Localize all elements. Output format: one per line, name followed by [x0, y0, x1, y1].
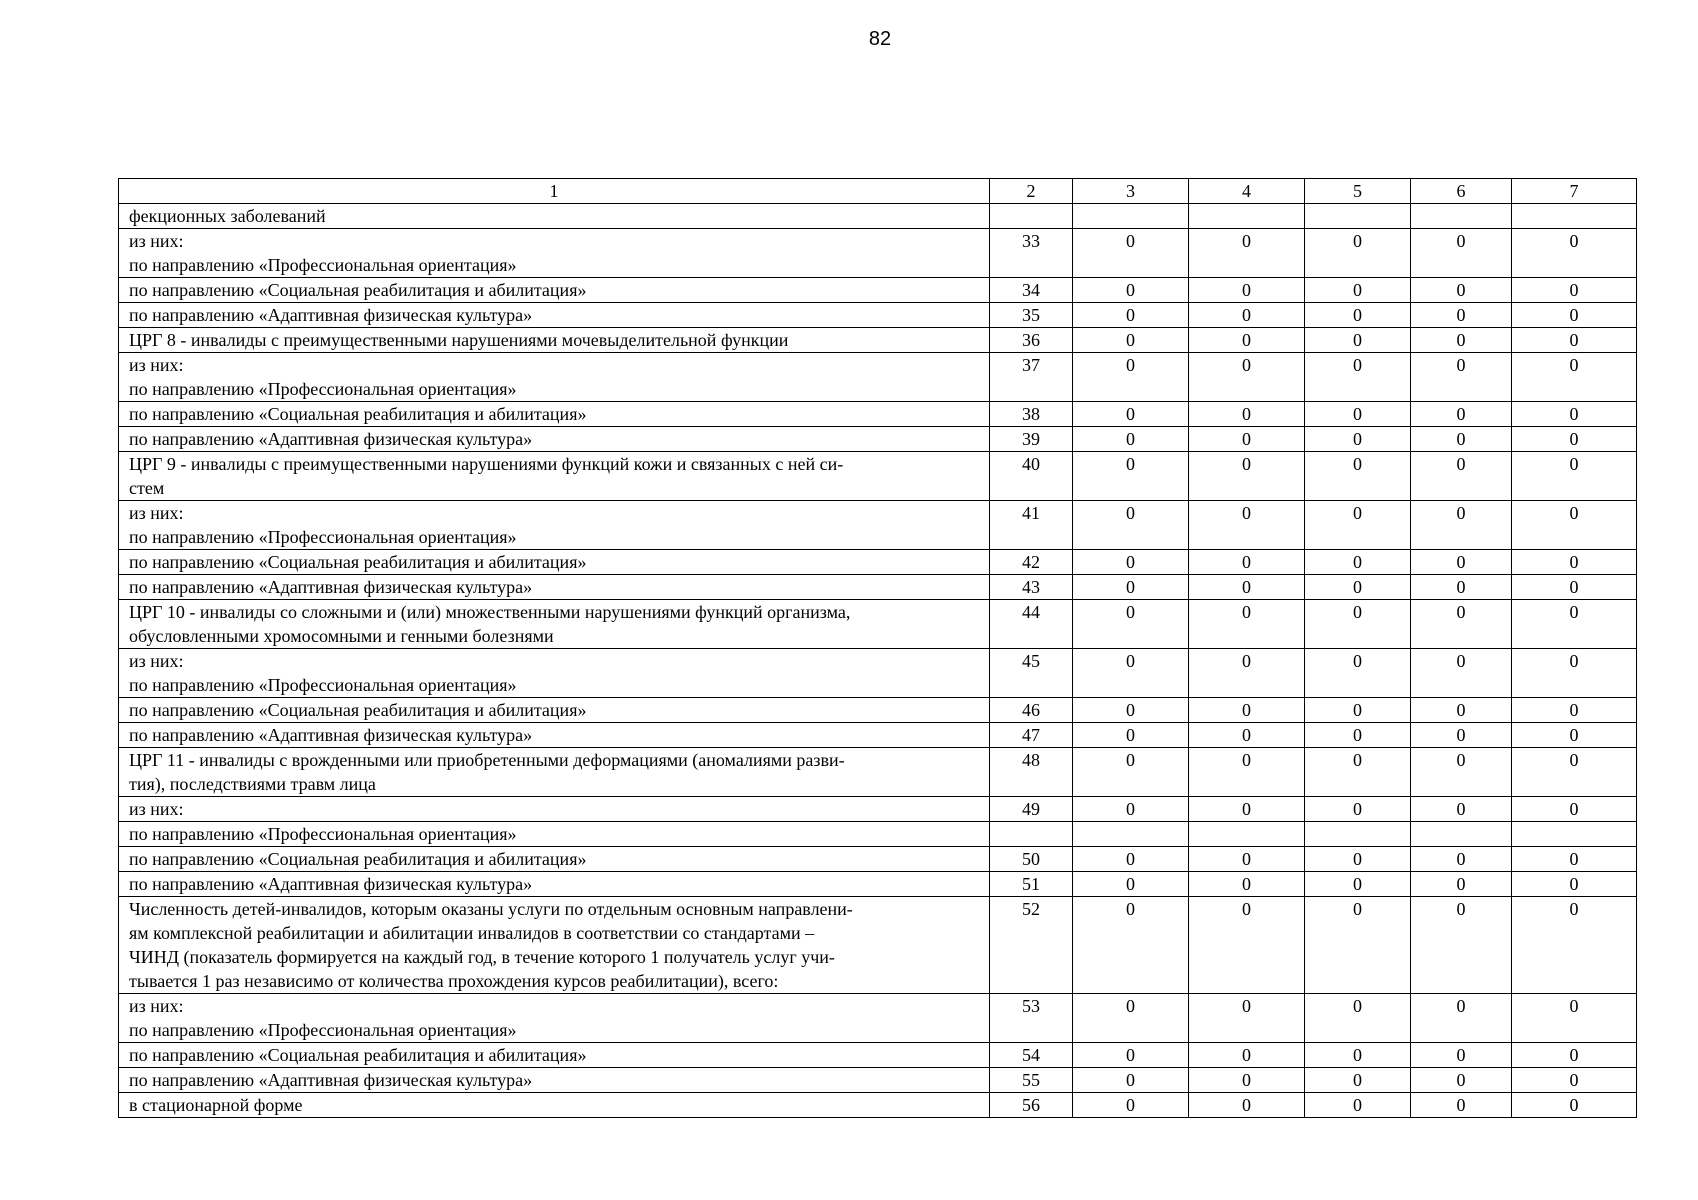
row-code-cell: 49: [990, 797, 1073, 822]
row-code-cell: 50: [990, 847, 1073, 872]
value-cell: 0: [1411, 1068, 1512, 1093]
value-cell: 0: [1512, 847, 1637, 872]
value-cell: 0: [1305, 748, 1411, 797]
value-cell: 0: [1305, 278, 1411, 303]
value-cell: [1189, 204, 1305, 229]
value-cell: 0: [1305, 698, 1411, 723]
row-label: [119, 501, 990, 550]
value-cell: 0: [1305, 847, 1411, 872]
row-label-line: из них:: [129, 503, 184, 523]
value-cell: 0: [1411, 452, 1512, 501]
row-label: [119, 402, 990, 427]
value-cell: 0: [1512, 797, 1637, 822]
column-header: 5: [1305, 179, 1411, 204]
table-row: [119, 550, 1637, 575]
value-cell: 0: [1189, 427, 1305, 452]
value-cell: 0: [1512, 1093, 1637, 1118]
row-label-line: по направлению «Профессиональная ориентация»: [129, 675, 517, 695]
value-cell: 0: [1411, 723, 1512, 748]
value-cell: 0: [1073, 649, 1189, 698]
value-cell: 0: [1411, 328, 1512, 353]
table-row: [119, 847, 1637, 872]
value-cell: 0: [1073, 229, 1189, 278]
row-code-cell: 52: [990, 897, 1073, 994]
row-label-line: по направлению «Социальная реабилитация и абилитация»: [129, 552, 587, 572]
value-cell: 0: [1073, 427, 1189, 452]
row-code-cell: 43: [990, 575, 1073, 600]
row-label: [119, 847, 990, 872]
row-label-line: по направлению «Адаптивная физическая культура»: [129, 577, 533, 597]
value-cell: 0: [1512, 353, 1637, 402]
value-cell: 0: [1073, 1068, 1189, 1093]
row-code-cell: 39: [990, 427, 1073, 452]
row-label: [119, 1068, 990, 1093]
value-cell: 0: [1411, 994, 1512, 1043]
row-label: [119, 748, 990, 797]
value-cell: 0: [1411, 1093, 1512, 1118]
value-cell: 0: [1411, 600, 1512, 649]
value-cell: 0: [1411, 872, 1512, 897]
row-label: [119, 303, 990, 328]
value-cell: 0: [1073, 452, 1189, 501]
value-cell: 0: [1411, 797, 1512, 822]
value-cell: 0: [1305, 872, 1411, 897]
value-cell: 0: [1512, 872, 1637, 897]
value-cell: 0: [1189, 550, 1305, 575]
row-code-cell: [990, 822, 1073, 847]
value-cell: 0: [1073, 994, 1189, 1043]
row-code-cell: 56: [990, 1093, 1073, 1118]
value-cell: 0: [1073, 698, 1189, 723]
row-label-line: по направлению «Профессиональная ориентация»: [129, 379, 517, 399]
value-cell: [1512, 822, 1637, 847]
table-row: [119, 872, 1637, 897]
table-row: [119, 649, 1637, 698]
row-label-line: стем: [129, 478, 165, 498]
row-code-cell: 47: [990, 723, 1073, 748]
row-code-cell: 46: [990, 698, 1073, 723]
row-label: [119, 328, 990, 353]
value-cell: 0: [1512, 994, 1637, 1043]
value-cell: 0: [1189, 278, 1305, 303]
row-label-line: из них:: [129, 651, 184, 671]
value-cell: 0: [1189, 229, 1305, 278]
value-cell: 0: [1512, 452, 1637, 501]
row-label-line: ЦРГ 10 - инвалиды со сложными и (или) множественными нарушениями функций организма,: [129, 602, 851, 622]
table-row: [119, 897, 1637, 994]
table-row: [119, 1068, 1637, 1093]
row-label: [119, 204, 990, 229]
value-cell: 0: [1512, 229, 1637, 278]
row-label: [119, 1043, 990, 1068]
table-row: [119, 600, 1637, 649]
row-code-cell: 53: [990, 994, 1073, 1043]
value-cell: 0: [1189, 1093, 1305, 1118]
page-number: 82: [868, 28, 892, 50]
row-label-line: по направлению «Профессиональная ориентация»: [129, 1020, 517, 1040]
value-cell: 0: [1189, 723, 1305, 748]
value-cell: 0: [1411, 278, 1512, 303]
value-cell: 0: [1073, 797, 1189, 822]
value-cell: 0: [1189, 328, 1305, 353]
row-label-line: из них:: [129, 231, 184, 251]
row-label: [119, 797, 990, 822]
row-code-cell: 41: [990, 501, 1073, 550]
value-cell: 0: [1305, 1068, 1411, 1093]
value-cell: 0: [1411, 353, 1512, 402]
value-cell: 0: [1073, 1093, 1189, 1118]
value-cell: 0: [1411, 649, 1512, 698]
table-row: [119, 698, 1637, 723]
row-code-cell: 40: [990, 452, 1073, 501]
value-cell: 0: [1411, 427, 1512, 452]
value-cell: 0: [1073, 600, 1189, 649]
value-cell: 0: [1512, 550, 1637, 575]
row-code-cell: 48: [990, 748, 1073, 797]
table-row: [119, 427, 1637, 452]
row-label-line: по направлению «Адаптивная физическая культура»: [129, 305, 533, 325]
value-cell: 0: [1305, 550, 1411, 575]
column-header: 6: [1411, 179, 1512, 204]
value-cell: 0: [1189, 303, 1305, 328]
row-label-line: по направлению «Адаптивная физическая культура»: [129, 874, 533, 894]
value-cell: [1073, 204, 1189, 229]
value-cell: 0: [1073, 723, 1189, 748]
value-cell: 0: [1305, 994, 1411, 1043]
table-body: [119, 179, 1637, 1118]
row-label-line: ЧИНД (показатель формируется на каждый год, в течение которого 1 получатель услуг учи-: [129, 947, 835, 967]
value-cell: 0: [1305, 427, 1411, 452]
value-cell: 0: [1073, 872, 1189, 897]
row-label: [119, 822, 990, 847]
value-cell: 0: [1411, 575, 1512, 600]
row-code-cell: 45: [990, 649, 1073, 698]
value-cell: [1411, 204, 1512, 229]
row-label-line: по направлению «Социальная реабилитация и абилитация»: [129, 404, 587, 424]
value-cell: 0: [1305, 575, 1411, 600]
row-label: [119, 550, 990, 575]
value-cell: 0: [1073, 897, 1189, 994]
row-label-line: из них:: [129, 996, 184, 1016]
row-label: [119, 698, 990, 723]
value-cell: 0: [1512, 723, 1637, 748]
value-cell: 0: [1073, 501, 1189, 550]
table-row: [119, 328, 1637, 353]
value-cell: 0: [1512, 649, 1637, 698]
value-cell: 0: [1189, 600, 1305, 649]
value-cell: 0: [1073, 353, 1189, 402]
value-cell: 0: [1073, 278, 1189, 303]
row-label: [119, 427, 990, 452]
value-cell: 0: [1411, 229, 1512, 278]
value-cell: [1411, 822, 1512, 847]
value-cell: 0: [1305, 452, 1411, 501]
value-cell: 0: [1189, 649, 1305, 698]
row-code-cell: 35: [990, 303, 1073, 328]
value-cell: 0: [1189, 847, 1305, 872]
table-row: [119, 204, 1637, 229]
value-cell: [1305, 822, 1411, 847]
row-code-cell: 55: [990, 1068, 1073, 1093]
row-label-line: по направлению «Профессиональная ориентация»: [129, 824, 517, 844]
table-row: [119, 452, 1637, 501]
column-header: 2: [990, 179, 1073, 204]
row-label-line: по направлению «Адаптивная физическая культура»: [129, 1070, 533, 1090]
row-label-line: по направлению «Профессиональная ориентация»: [129, 527, 517, 547]
row-label: [119, 229, 990, 278]
header-row: [119, 179, 1637, 204]
value-cell: 0: [1512, 501, 1637, 550]
table-row: [119, 822, 1637, 847]
value-cell: 0: [1512, 303, 1637, 328]
table-row: [119, 1093, 1637, 1118]
value-cell: 0: [1411, 1043, 1512, 1068]
table-row: [119, 229, 1637, 278]
row-code-cell: 54: [990, 1043, 1073, 1068]
value-cell: 0: [1305, 353, 1411, 402]
row-label-line: ЦРГ 9 - инвалиды с преимущественными нарушениями функций кожи и связанных с ней си-: [129, 454, 844, 474]
row-code-cell: 51: [990, 872, 1073, 897]
value-cell: [1512, 204, 1637, 229]
value-cell: 0: [1073, 575, 1189, 600]
value-cell: 0: [1411, 698, 1512, 723]
row-code-cell: [990, 204, 1073, 229]
row-label-line: по направлению «Социальная реабилитация и абилитация»: [129, 280, 587, 300]
row-label-line: из них:: [129, 355, 184, 375]
table-row: [119, 303, 1637, 328]
value-cell: 0: [1305, 649, 1411, 698]
value-cell: 0: [1305, 402, 1411, 427]
value-cell: 0: [1305, 600, 1411, 649]
value-cell: 0: [1512, 698, 1637, 723]
table-row: [119, 1043, 1637, 1068]
row-label-line: тия), последствиями травм лица: [129, 774, 376, 794]
value-cell: 0: [1305, 1093, 1411, 1118]
value-cell: 0: [1189, 797, 1305, 822]
value-cell: 0: [1073, 303, 1189, 328]
table-row: [119, 402, 1637, 427]
value-cell: 0: [1512, 1068, 1637, 1093]
row-label: [119, 278, 990, 303]
row-label: [119, 872, 990, 897]
value-cell: 0: [1073, 748, 1189, 797]
value-cell: 0: [1512, 600, 1637, 649]
column-header: 1: [119, 179, 990, 204]
row-label: [119, 353, 990, 402]
table-row: [119, 353, 1637, 402]
value-cell: 0: [1073, 1043, 1189, 1068]
column-header: 3: [1073, 179, 1189, 204]
value-cell: 0: [1411, 847, 1512, 872]
row-label-line: тывается 1 раз независимо от количества прохождения курсов реабилитации), всего:: [129, 971, 779, 991]
value-cell: 0: [1512, 1043, 1637, 1068]
value-cell: 0: [1512, 748, 1637, 797]
row-code-cell: 44: [990, 600, 1073, 649]
value-cell: 0: [1411, 501, 1512, 550]
value-cell: 0: [1305, 897, 1411, 994]
value-cell: [1305, 204, 1411, 229]
value-cell: 0: [1189, 402, 1305, 427]
statistics-table: [118, 178, 1637, 1118]
row-label-line: по направлению «Социальная реабилитация и абилитация»: [129, 1045, 587, 1065]
value-cell: 0: [1305, 303, 1411, 328]
value-cell: 0: [1305, 1043, 1411, 1068]
value-cell: [1189, 822, 1305, 847]
value-cell: 0: [1189, 1043, 1305, 1068]
row-label-line: по направлению «Адаптивная физическая культура»: [129, 429, 533, 449]
value-cell: 0: [1189, 575, 1305, 600]
row-label: [119, 994, 990, 1043]
row-label-line: по направлению «Социальная реабилитация и абилитация»: [129, 700, 587, 720]
row-label-line: по направлению «Социальная реабилитация и абилитация»: [129, 849, 587, 869]
value-cell: 0: [1073, 328, 1189, 353]
row-label: [119, 897, 990, 994]
value-cell: 0: [1189, 1068, 1305, 1093]
row-label: [119, 723, 990, 748]
value-cell: 0: [1305, 501, 1411, 550]
value-cell: 0: [1411, 748, 1512, 797]
row-code-cell: 38: [990, 402, 1073, 427]
table-row: [119, 748, 1637, 797]
row-label-line: ЦРГ 11 - инвалиды с врожденными или приобретенными деформациями (аномалиями разви-: [129, 750, 845, 770]
row-label-line: по направлению «Профессиональная ориентация»: [129, 255, 517, 275]
row-label: [119, 452, 990, 501]
value-cell: 0: [1411, 550, 1512, 575]
row-label-line: обусловленными хромосомными и генными болезнями: [129, 626, 554, 646]
row-code-cell: 36: [990, 328, 1073, 353]
value-cell: 0: [1073, 550, 1189, 575]
row-label-line: фекционных заболеваний: [129, 206, 326, 226]
row-code-cell: 33: [990, 229, 1073, 278]
value-cell: 0: [1512, 427, 1637, 452]
table-row: [119, 723, 1637, 748]
value-cell: 0: [1189, 353, 1305, 402]
value-cell: 0: [1189, 994, 1305, 1043]
row-label-line: ЦРГ 8 - инвалиды с преимущественными нарушениями мочевыделительной функции: [129, 330, 789, 350]
table-row: [119, 501, 1637, 550]
table-row: [119, 797, 1637, 822]
table-row: [119, 994, 1637, 1043]
value-cell: 0: [1189, 897, 1305, 994]
value-cell: 0: [1512, 402, 1637, 427]
value-cell: 0: [1189, 748, 1305, 797]
value-cell: 0: [1305, 229, 1411, 278]
row-code-cell: 34: [990, 278, 1073, 303]
value-cell: [1073, 822, 1189, 847]
value-cell: 0: [1512, 328, 1637, 353]
row-label-line: в стационарной форме: [129, 1095, 303, 1115]
column-header: 7: [1512, 179, 1637, 204]
value-cell: 0: [1189, 501, 1305, 550]
value-cell: 0: [1305, 723, 1411, 748]
value-cell: 0: [1411, 897, 1512, 994]
row-label: [119, 575, 990, 600]
value-cell: 0: [1305, 797, 1411, 822]
table-row: [119, 278, 1637, 303]
row-label-line: ям комплексной реабилитации и абилитации инвалидов в соответствии со стандартами –: [129, 923, 815, 943]
value-cell: 0: [1512, 575, 1637, 600]
column-header: 4: [1189, 179, 1305, 204]
value-cell: 0: [1073, 402, 1189, 427]
row-code-cell: 37: [990, 353, 1073, 402]
value-cell: 0: [1189, 452, 1305, 501]
row-label: [119, 1093, 990, 1118]
value-cell: 0: [1189, 872, 1305, 897]
value-cell: 0: [1189, 698, 1305, 723]
value-cell: 0: [1073, 847, 1189, 872]
value-cell: 0: [1512, 278, 1637, 303]
value-cell: 0: [1305, 328, 1411, 353]
row-label-line: из них:: [129, 799, 184, 819]
row-code-cell: 42: [990, 550, 1073, 575]
value-cell: 0: [1411, 402, 1512, 427]
table-row: [119, 575, 1637, 600]
value-cell: 0: [1512, 897, 1637, 994]
row-label-line: Численность детей-инвалидов, которым оказаны услуги по отдельным основным направлени-: [129, 899, 853, 919]
row-label: [119, 600, 990, 649]
row-label: [119, 649, 990, 698]
value-cell: 0: [1411, 303, 1512, 328]
row-label-line: по направлению «Адаптивная физическая культура»: [129, 725, 533, 745]
